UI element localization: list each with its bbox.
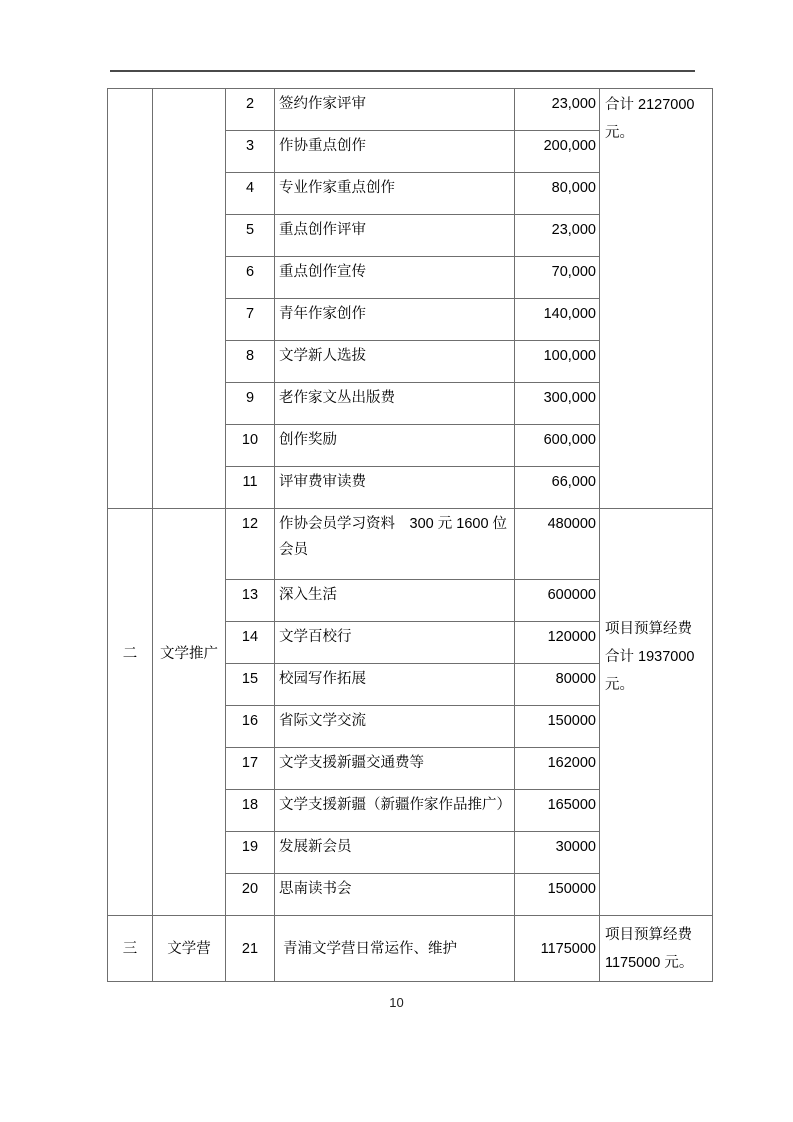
row-number: 20	[226, 874, 275, 916]
item-name: 文学支援新疆交通费等	[275, 748, 515, 790]
item-amount: 23,000	[515, 215, 600, 257]
item-amount: 30000	[515, 832, 600, 874]
section-category	[153, 89, 226, 509]
page-number: 10	[389, 995, 404, 1010]
item-amount: 120000	[515, 622, 600, 664]
item-name: 重点创作评审	[275, 215, 515, 257]
row-number: 19	[226, 832, 275, 874]
item-name: 深入生活	[275, 580, 515, 622]
item-name: 签约作家评审	[275, 89, 515, 131]
section-category: 文学推广	[153, 509, 226, 916]
table-row	[108, 916, 713, 982]
row-number: 21	[226, 916, 275, 982]
table-row	[108, 509, 713, 580]
row-number: 18	[226, 790, 275, 832]
item-name: 评审费审读费	[275, 467, 515, 509]
row-number: 7	[226, 299, 275, 341]
section-note: 项目预算经费 1175000 元。	[600, 916, 713, 982]
item-amount: 200,000	[515, 131, 600, 173]
item-name: 专业作家重点创作	[275, 173, 515, 215]
item-name: 文学新人选拔	[275, 341, 515, 383]
item-name: 文学支援新疆（新疆作家作品推广）	[275, 790, 515, 832]
row-number: 2	[226, 89, 275, 131]
item-name: 青浦文学营日常运作、维护	[275, 916, 515, 982]
item-name: 省际文学交流	[275, 706, 515, 748]
budget-table	[107, 88, 713, 982]
section-ordinal: 二	[108, 509, 153, 916]
row-number: 15	[226, 664, 275, 706]
item-amount: 70,000	[515, 257, 600, 299]
item-amount: 165000	[515, 790, 600, 832]
item-name: 校园写作拓展	[275, 664, 515, 706]
item-name: 作协重点创作	[275, 131, 515, 173]
row-number: 4	[226, 173, 275, 215]
row-number: 14	[226, 622, 275, 664]
section-category: 文学营	[153, 916, 226, 982]
section-ordinal: 三	[108, 916, 153, 982]
row-number: 16	[226, 706, 275, 748]
item-name: 作协会员学习资料 300 元 1600 位会员	[275, 509, 515, 580]
row-number: 10	[226, 425, 275, 467]
row-number: 12	[226, 509, 275, 580]
section-ordinal	[108, 89, 153, 509]
item-amount: 140,000	[515, 299, 600, 341]
section-note: 项目预算经费 合计 1937000 元。	[600, 509, 713, 916]
item-amount: 23,000	[515, 89, 600, 131]
item-name: 发展新会员	[275, 832, 515, 874]
item-name: 青年作家创作	[275, 299, 515, 341]
row-number: 3	[226, 131, 275, 173]
item-name: 重点创作宣传	[275, 257, 515, 299]
row-number: 11	[226, 467, 275, 509]
item-amount: 100,000	[515, 341, 600, 383]
row-number: 5	[226, 215, 275, 257]
row-number: 9	[226, 383, 275, 425]
item-amount: 600,000	[515, 425, 600, 467]
item-amount: 66,000	[515, 467, 600, 509]
item-name: 思南读书会	[275, 874, 515, 916]
row-number: 6	[226, 257, 275, 299]
row-number: 8	[226, 341, 275, 383]
item-amount: 162000	[515, 748, 600, 790]
item-name: 创作奖励	[275, 425, 515, 467]
item-amount: 150000	[515, 706, 600, 748]
item-amount: 1175000	[515, 916, 600, 982]
item-amount: 600000	[515, 580, 600, 622]
item-amount: 80,000	[515, 173, 600, 215]
row-number: 13	[226, 580, 275, 622]
item-amount: 480000	[515, 509, 600, 580]
header-rule	[110, 70, 695, 72]
item-amount: 300,000	[515, 383, 600, 425]
table-row	[108, 89, 713, 131]
item-name: 文学百校行	[275, 622, 515, 664]
item-amount: 150000	[515, 874, 600, 916]
section-note: 合计 2127000 元。	[600, 89, 713, 509]
row-number: 17	[226, 748, 275, 790]
item-name: 老作家文丛出版费	[275, 383, 515, 425]
item-amount: 80000	[515, 664, 600, 706]
